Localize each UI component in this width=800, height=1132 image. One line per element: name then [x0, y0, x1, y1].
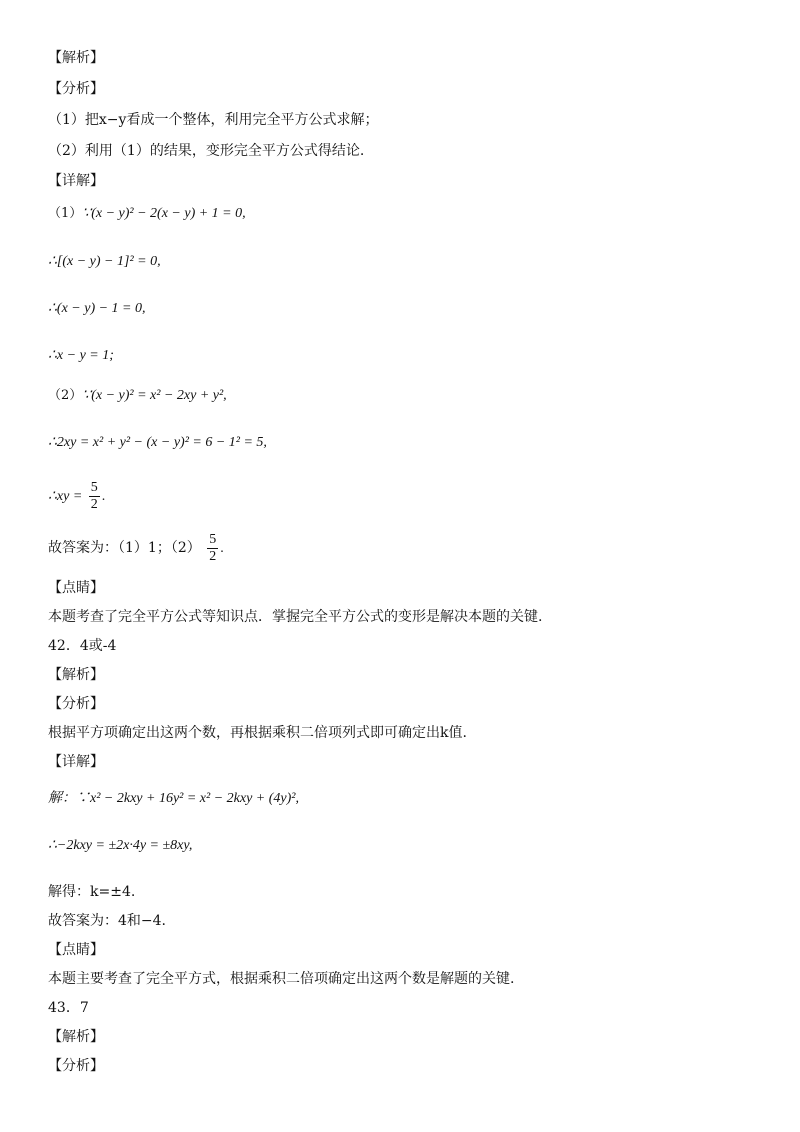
solution-step-2 — [48, 835, 192, 856]
step-prefix: （1） — [48, 206, 83, 221]
section-dianjing: 【点睛】 — [48, 580, 104, 596]
fraction: $\frac{5}{2}$ — [90, 479, 98, 512]
answer-line: 故答案为：4和−4. — [48, 913, 166, 929]
equation: ∴(x − y) − 1 = 0, — [48, 301, 146, 316]
section-jiexi: 【解析】 — [48, 50, 104, 66]
section-jiexi: 【解析】 — [48, 1029, 104, 1045]
solution-step-5 — [48, 385, 227, 406]
equation: ∴2xy = x² + y² − (x − y)² = 6 − 1² = 5, — [48, 435, 267, 450]
equation: ∴xy = — [48, 489, 83, 504]
section-xiangjie: 【详解】 — [48, 754, 104, 770]
question-43-title: 43．7 — [48, 1000, 89, 1016]
section-fenxi: 【分析】 — [48, 81, 104, 97]
solution-step-2 — [48, 251, 161, 272]
section-jiexi: 【解析】 — [48, 667, 104, 683]
equation: ∵(x − y)² − 2(x − y) + 1 = 0, — [82, 206, 246, 221]
section-fenxi: 【分析】 — [48, 696, 104, 712]
analysis-line-1: 根据平方项确定出这两个数，再根据乘积二倍项列式即可确定出k值. — [48, 725, 467, 741]
section-fenxi: 【分析】 — [48, 1058, 104, 1074]
summary-text: 本题考查了完全平方公式等知识点．掌握完全平方公式的变形是解决本题的关键. — [48, 609, 543, 625]
equation: ∴−2kxy = ±2x·4y = ±8xy, — [48, 838, 193, 853]
section-xiangjie: 【详解】 — [48, 173, 104, 189]
section-dianjing: 【点睛】 — [48, 942, 104, 958]
solution-step-6 — [48, 432, 267, 453]
equation: ∴x − y = 1; — [48, 348, 114, 363]
solution-step-4 — [48, 345, 114, 366]
analysis-line-1: （1）把x−y看成一个整体，利用完全平方公式求解； — [48, 112, 379, 128]
answer-line: 故答案为：（1）1；（2） $\frac{5}{2}$ . — [48, 531, 224, 564]
equation: ∵(x − y)² = x² − 2xy + y², — [82, 388, 227, 403]
summary-text: 本题主要考查了完全平方式，根据乘积二倍项确定出这两个数是解题的关键. — [48, 971, 515, 987]
fraction: $\frac{5}{2}$ — [209, 531, 217, 564]
solution-step-1 — [48, 788, 299, 809]
equation: ∴[(x − y) − 1]² = 0, — [48, 254, 161, 269]
solution-step-3 — [48, 298, 146, 319]
step-prefix: （2） — [48, 388, 83, 403]
analysis-line-2: （2）利用（1）的结果，变形完全平方公式得结论. — [48, 143, 365, 159]
solution-step-1 — [48, 203, 246, 224]
question-42-title: 42．4或-4 — [48, 638, 117, 654]
equation: 解：∵x² − 2kxy + 16y² = x² − 2kxy + (4y)², — [48, 791, 299, 806]
solution-step-3: 解得：k=±4. — [48, 884, 136, 900]
solution-step-7: ∴xy = $\frac{5}{2}$ . — [48, 479, 106, 512]
answer-text: 故答案为：（1）1；（2） — [48, 540, 201, 556]
